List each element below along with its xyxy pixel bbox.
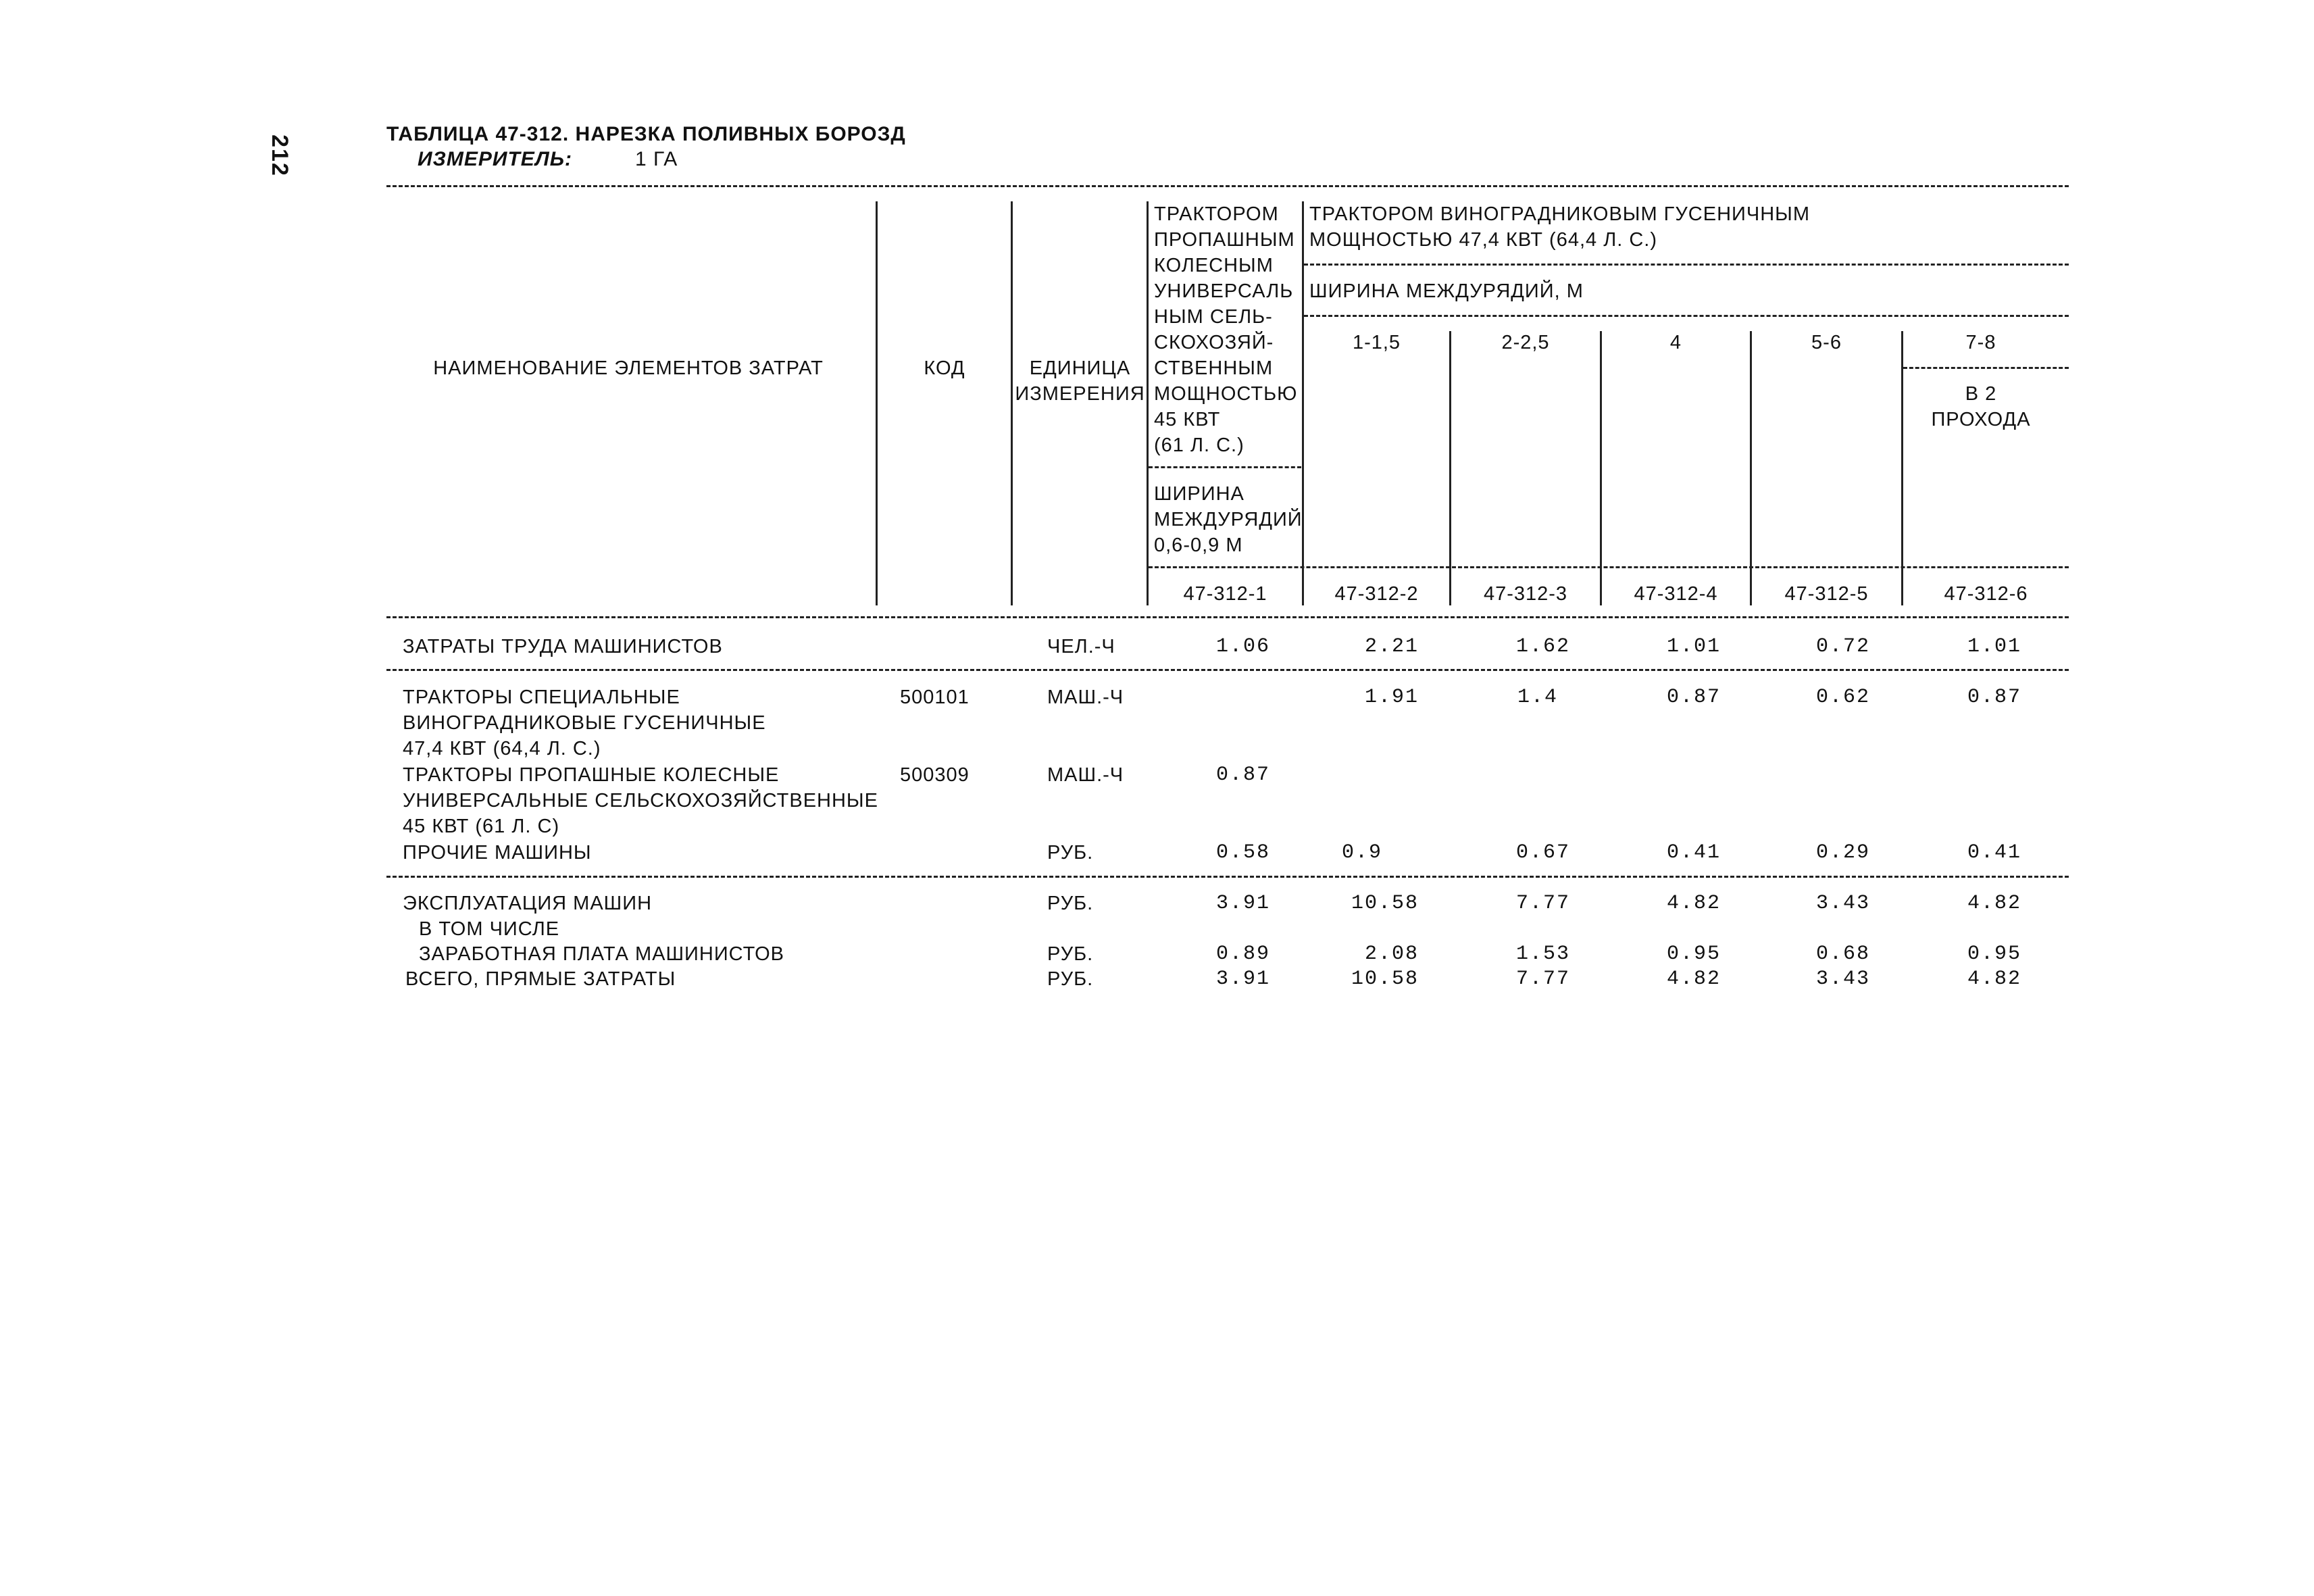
other-name: ПРОЧИЕ МАШИНЫ xyxy=(403,842,592,864)
wheeled-width-3: 0,6-0,9 М xyxy=(1154,534,1243,556)
rule-after-machines xyxy=(386,876,2069,878)
wheeled-width-1: ШИРИНА xyxy=(1154,483,1244,505)
salary-v3: 1.53 xyxy=(1515,943,1570,966)
labor-v2: 2.21 xyxy=(1364,635,1419,658)
other-v4: 0.41 xyxy=(1666,841,1721,864)
rule-spacing-sub xyxy=(1304,315,2069,317)
other-v6: 0.41 xyxy=(1967,841,2021,864)
width-4: 5-6 xyxy=(1811,332,1842,353)
wheeled-name-1: ТРАКТОРЫ ПРОПАШНЫЕ КОЛЕСНЫЕ xyxy=(403,764,780,786)
labor-unit: ЧЕЛ.-Ч xyxy=(1047,636,1115,657)
wheeled-h-8: МОЩНОСТЬЮ xyxy=(1154,383,1298,405)
other-v3: 0.67 xyxy=(1515,841,1570,864)
labor-v5: 0.72 xyxy=(1815,635,1870,658)
exploitation-v2: 10.58 xyxy=(1351,892,1419,915)
crawler-header-1: ТРАКТОРОМ ВИНОГРАДНИКОВЫМ ГУСЕНИЧНЫМ xyxy=(1309,203,1810,225)
labor-v4: 1.01 xyxy=(1666,635,1721,658)
crawler-code: 500101 xyxy=(900,687,970,708)
rule-passes-sub xyxy=(1903,367,2069,369)
wheeled-h-2: ПРОПАШНЫМ xyxy=(1154,229,1295,251)
width-3: 4 xyxy=(1669,332,1682,353)
wheeled-name-3: 45 КВТ (61 Л. С) xyxy=(403,816,560,837)
crawler-v6: 0.87 xyxy=(1967,686,2021,709)
vline-w1 xyxy=(1449,331,1451,605)
crawler-v4: 0.87 xyxy=(1666,686,1721,709)
wheeled-width-2: МЕЖДУРЯДИЙ xyxy=(1154,509,1303,530)
vline-unit xyxy=(1147,201,1149,605)
crawler-v5: 0.62 xyxy=(1815,686,1870,709)
other-v1: 0.58 xyxy=(1215,841,1270,864)
exploitation-v6: 4.82 xyxy=(1967,892,2021,915)
exploitation-v3: 7.77 xyxy=(1515,892,1570,915)
crawler-v3: 1.4 xyxy=(1517,686,1558,709)
total-v4: 4.82 xyxy=(1666,968,1721,991)
col-code-header: КОД xyxy=(924,357,965,379)
crawler-unit: МАШ.-Ч xyxy=(1047,687,1124,708)
wheeled-h-10: (61 Л. С.) xyxy=(1154,434,1244,456)
other-unit: РУБ. xyxy=(1047,842,1094,864)
total-unit: РУБ. xyxy=(1047,968,1094,990)
row-spacing-header: ШИРИНА МЕЖДУРЯДИЙ, М xyxy=(1309,280,1584,302)
rule-crawler-sub xyxy=(1304,264,2069,266)
total-v5: 3.43 xyxy=(1815,968,1870,991)
other-v5: 0.29 xyxy=(1815,841,1870,864)
crawler-v2: 1.91 xyxy=(1364,686,1419,709)
rule-header-bottom xyxy=(386,616,2069,618)
width-5: 7-8 xyxy=(1965,332,1996,353)
code-5: 47-312-5 xyxy=(1784,583,1869,605)
exploitation-v1: 3.91 xyxy=(1215,892,1270,915)
wheeled-h-7: СТВЕННЫМ xyxy=(1154,357,1274,379)
crawler-name-3: 47,4 КВТ (64,4 Л. С.) xyxy=(403,738,601,759)
width-1: 1-1,5 xyxy=(1352,332,1401,353)
code-4: 47-312-4 xyxy=(1634,583,1718,605)
including-label: В ТОМ ЧИСЛЕ xyxy=(419,918,560,940)
vline-code xyxy=(1011,201,1013,605)
code-3: 47-312-3 xyxy=(1483,583,1568,605)
wheeled-unit: МАШ.-Ч xyxy=(1047,764,1124,786)
total-v3: 7.77 xyxy=(1515,968,1570,991)
col-unit-header-2: ИЗМЕРЕНИЯ xyxy=(1015,383,1145,405)
exploitation-v4: 4.82 xyxy=(1666,892,1721,915)
salary-v6: 0.95 xyxy=(1967,943,2021,966)
exploitation-v5: 3.43 xyxy=(1815,892,1870,915)
wheeled-h-4: УНИВЕРСАЛЬ xyxy=(1154,280,1294,302)
code-2: 47-312-2 xyxy=(1334,583,1419,605)
labor-name: ЗАТРАТЫ ТРУДА МАШИНИСТОВ xyxy=(403,636,723,657)
meter-value: 1 ГА xyxy=(635,148,678,170)
labor-v1: 1.06 xyxy=(1215,635,1270,658)
wheeled-h-9: 45 КВТ xyxy=(1154,409,1221,430)
total-name: ВСЕГО, ПРЯМЫЕ ЗАТРАТЫ xyxy=(405,968,676,990)
salary-v1: 0.89 xyxy=(1215,943,1270,966)
other-v2: 0.9 xyxy=(1341,841,1382,864)
salary-v4: 0.95 xyxy=(1666,943,1721,966)
rule-wheeled-sub xyxy=(1149,466,1301,468)
page-number: 212 xyxy=(266,134,293,177)
wheeled-h-6: СКОХОЗЯЙ- xyxy=(1154,332,1274,353)
wheeled-v1: 0.87 xyxy=(1215,764,1270,787)
table-title: ТАБЛИЦА 47-312. НАРЕЗКА ПОЛИВНЫХ БОРОЗД xyxy=(386,123,906,145)
rule-after-labor xyxy=(386,669,2069,671)
salary-unit: РУБ. xyxy=(1047,943,1094,965)
exploitation-name: ЭКСПЛУАТАЦИЯ МАШИН xyxy=(403,893,653,914)
exploitation-unit: РУБ. xyxy=(1047,893,1094,914)
vline-w4 xyxy=(1901,331,1903,605)
vline-w3 xyxy=(1750,331,1752,605)
salary-name: ЗАРАБОТНАЯ ПЛАТА МАШИНИСТОВ xyxy=(419,943,784,965)
width-2: 2-2,5 xyxy=(1501,332,1550,353)
crawler-name-2: ВИНОГРАДНИКОВЫЕ ГУСЕНИЧНЫЕ xyxy=(403,712,766,734)
passes-2: ПРОХОДА xyxy=(1931,409,2031,430)
vline-name xyxy=(876,201,878,605)
labor-v3: 1.62 xyxy=(1515,635,1570,658)
total-v1: 3.91 xyxy=(1215,968,1270,991)
passes-1: В 2 xyxy=(1965,383,1997,405)
wheeled-h-1: ТРАКТОРОМ xyxy=(1154,203,1279,225)
salary-v2: 2.08 xyxy=(1364,943,1419,966)
labor-v6: 1.01 xyxy=(1967,635,2021,658)
wheeled-h-5: НЫМ СЕЛЬ- xyxy=(1154,306,1273,328)
wheeled-h-3: КОЛЕСНЫМ xyxy=(1154,255,1274,276)
total-v6: 4.82 xyxy=(1967,968,2021,991)
vline-wheeled xyxy=(1302,201,1304,605)
rule-codes xyxy=(1149,566,2069,568)
wheeled-name-2: УНИВЕРСАЛЬНЫЕ СЕЛЬСКОХОЗЯЙСТВЕННЫЕ xyxy=(403,790,878,812)
col-unit-header-1: ЕДИНИЦА xyxy=(1029,357,1131,379)
crawler-name-1: ТРАКТОРЫ СПЕЦИАЛЬНЫЕ xyxy=(403,687,680,708)
code-1: 47-312-1 xyxy=(1183,583,1267,605)
meter-label: ИЗМЕРИТЕЛЬ: xyxy=(418,148,572,170)
col-name-header: НАИМЕНОВАНИЕ ЭЛЕМЕНТОВ ЗАТРАТ xyxy=(433,357,824,379)
code-6: 47-312-6 xyxy=(1944,583,2028,605)
crawler-header-2: МОЩНОСТЬЮ 47,4 КВТ (64,4 Л. С.) xyxy=(1309,229,1658,251)
rule-top xyxy=(386,185,2069,187)
wheeled-code: 500309 xyxy=(900,764,970,786)
salary-v5: 0.68 xyxy=(1815,943,1870,966)
total-v2: 10.58 xyxy=(1351,968,1419,991)
vline-w2 xyxy=(1600,331,1602,605)
